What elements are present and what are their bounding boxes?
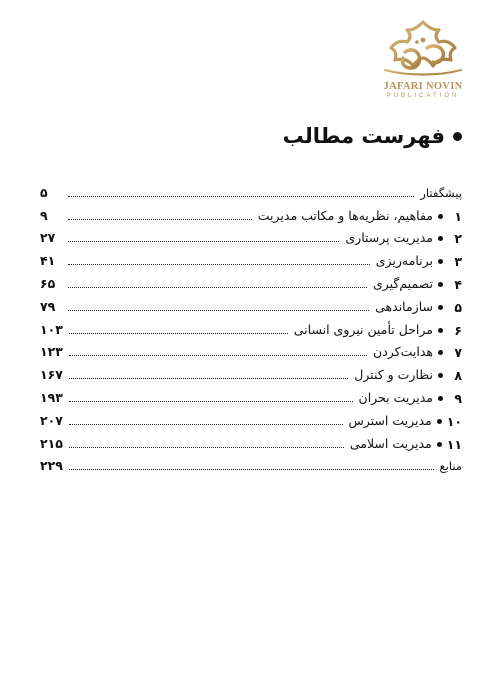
bullet-icon bbox=[438, 328, 443, 333]
dot-leader bbox=[68, 286, 367, 288]
toc-entry[interactable] bbox=[40, 315, 462, 338]
toc-entry-title: مراحل تأمین نیروی انسانی bbox=[293, 321, 433, 337]
toc-entry[interactable] bbox=[40, 224, 462, 247]
toc-entry[interactable] bbox=[40, 338, 462, 361]
toc-entry-page: ۴۱ bbox=[40, 253, 56, 269]
dot-leader bbox=[69, 446, 344, 448]
toc-entry-number: ۱۰ bbox=[446, 413, 462, 429]
toc-entry-page: ۱۲۳ bbox=[40, 344, 63, 360]
toc-entry-page: ۵ bbox=[40, 184, 48, 200]
title-block bbox=[283, 124, 462, 148]
bullet-icon bbox=[438, 396, 443, 401]
toc-entry-title: مدیریت پرستاری bbox=[345, 230, 433, 246]
toc-entry-number: ۳ bbox=[454, 254, 462, 270]
toc-entry[interactable] bbox=[40, 246, 462, 269]
publisher-sub: PUBLICATION bbox=[386, 93, 460, 99]
dot-leader bbox=[69, 423, 343, 425]
toc-entry-title: نظارت و کنترل bbox=[354, 367, 433, 383]
toc-entry-page: ۷۹ bbox=[40, 298, 56, 314]
toc-entry-number: ۷ bbox=[454, 345, 462, 361]
table-of-contents bbox=[40, 178, 462, 474]
dot-leader bbox=[69, 354, 367, 356]
dot-leader bbox=[68, 195, 414, 197]
bullet-icon bbox=[438, 350, 443, 355]
dot-leader bbox=[68, 218, 252, 220]
toc-entry-page: ۹ bbox=[40, 207, 48, 223]
toc-entry-page: ۱۹۳ bbox=[40, 389, 63, 405]
dot-leader bbox=[69, 400, 353, 402]
toc-entry-page: ۱۰۳ bbox=[40, 321, 63, 337]
toc-entry[interactable] bbox=[40, 360, 462, 383]
bullet-icon bbox=[438, 259, 443, 264]
toc-entry-page: ۲۰۷ bbox=[40, 412, 63, 428]
toc-entry-title: مفاهیم، نظریه‌ها و مکاتب مدیریت bbox=[257, 207, 433, 223]
dot-leader bbox=[69, 468, 434, 470]
toc-entry-title: تصمیم‌گیری bbox=[372, 275, 433, 291]
toc-entry-title: منابع bbox=[439, 459, 462, 474]
title-bullet-icon bbox=[453, 132, 462, 141]
toc-entry-title: سازماندهی bbox=[375, 298, 433, 314]
toc-entry[interactable] bbox=[40, 429, 462, 452]
toc-entry-title: برنامه‌ریزی bbox=[375, 253, 433, 269]
toc-entry-page: ۲۲۹ bbox=[40, 458, 63, 474]
bullet-icon bbox=[438, 305, 443, 310]
toc-entry[interactable] bbox=[40, 292, 462, 315]
dot-leader bbox=[68, 240, 339, 242]
toc-entry-title: هدایت‌کردن bbox=[373, 344, 433, 360]
toc-entry-title: مدیریت بحران bbox=[358, 389, 433, 405]
toc-entry-number: ۲ bbox=[454, 231, 462, 247]
toc-entry-number: ۴ bbox=[454, 276, 462, 292]
toc-entry-number: ۸ bbox=[454, 368, 462, 384]
bullet-icon bbox=[438, 282, 443, 287]
dot-leader bbox=[68, 309, 369, 311]
bullet-icon bbox=[437, 419, 442, 424]
toc-entry[interactable] bbox=[40, 269, 462, 292]
toc-entry[interactable] bbox=[40, 452, 462, 475]
toc-entry[interactable] bbox=[40, 178, 462, 201]
bullet-icon bbox=[438, 236, 443, 241]
toc-entry-page: ۶۵ bbox=[40, 275, 56, 291]
toc-entry-number: ۹ bbox=[454, 390, 462, 406]
dot-leader bbox=[69, 377, 348, 379]
publisher-logo-mark bbox=[377, 18, 469, 80]
toc-entry-page: ۱۶۷ bbox=[40, 367, 63, 383]
toc-entry-number: ۱ bbox=[454, 208, 462, 224]
toc-entry-title: مدیریت اسلامی bbox=[349, 435, 432, 451]
publisher-logo bbox=[368, 18, 478, 122]
bullet-icon bbox=[438, 373, 443, 378]
bullet-icon bbox=[438, 214, 443, 219]
toc-entry[interactable] bbox=[40, 201, 462, 224]
toc-entry-number: ۵ bbox=[454, 299, 462, 315]
toc-entry-title: مدیریت استرس bbox=[348, 412, 432, 428]
bullet-icon bbox=[437, 442, 442, 447]
page-title: فهرست مطالب bbox=[282, 124, 445, 148]
publisher-name: JAFARI NOVIN bbox=[383, 81, 463, 92]
toc-entry-page: ۲۷ bbox=[40, 230, 56, 246]
toc-entry[interactable] bbox=[40, 383, 462, 406]
dot-leader bbox=[68, 263, 370, 265]
toc-entry[interactable] bbox=[40, 406, 462, 429]
toc-entry-number: ۶ bbox=[454, 322, 462, 338]
dot-leader bbox=[69, 332, 288, 334]
toc-entry-page: ۲۱۵ bbox=[40, 435, 63, 451]
toc-entry-number: ۱۱ bbox=[446, 436, 462, 452]
toc-entry-title: پیشگفتار bbox=[420, 185, 462, 200]
